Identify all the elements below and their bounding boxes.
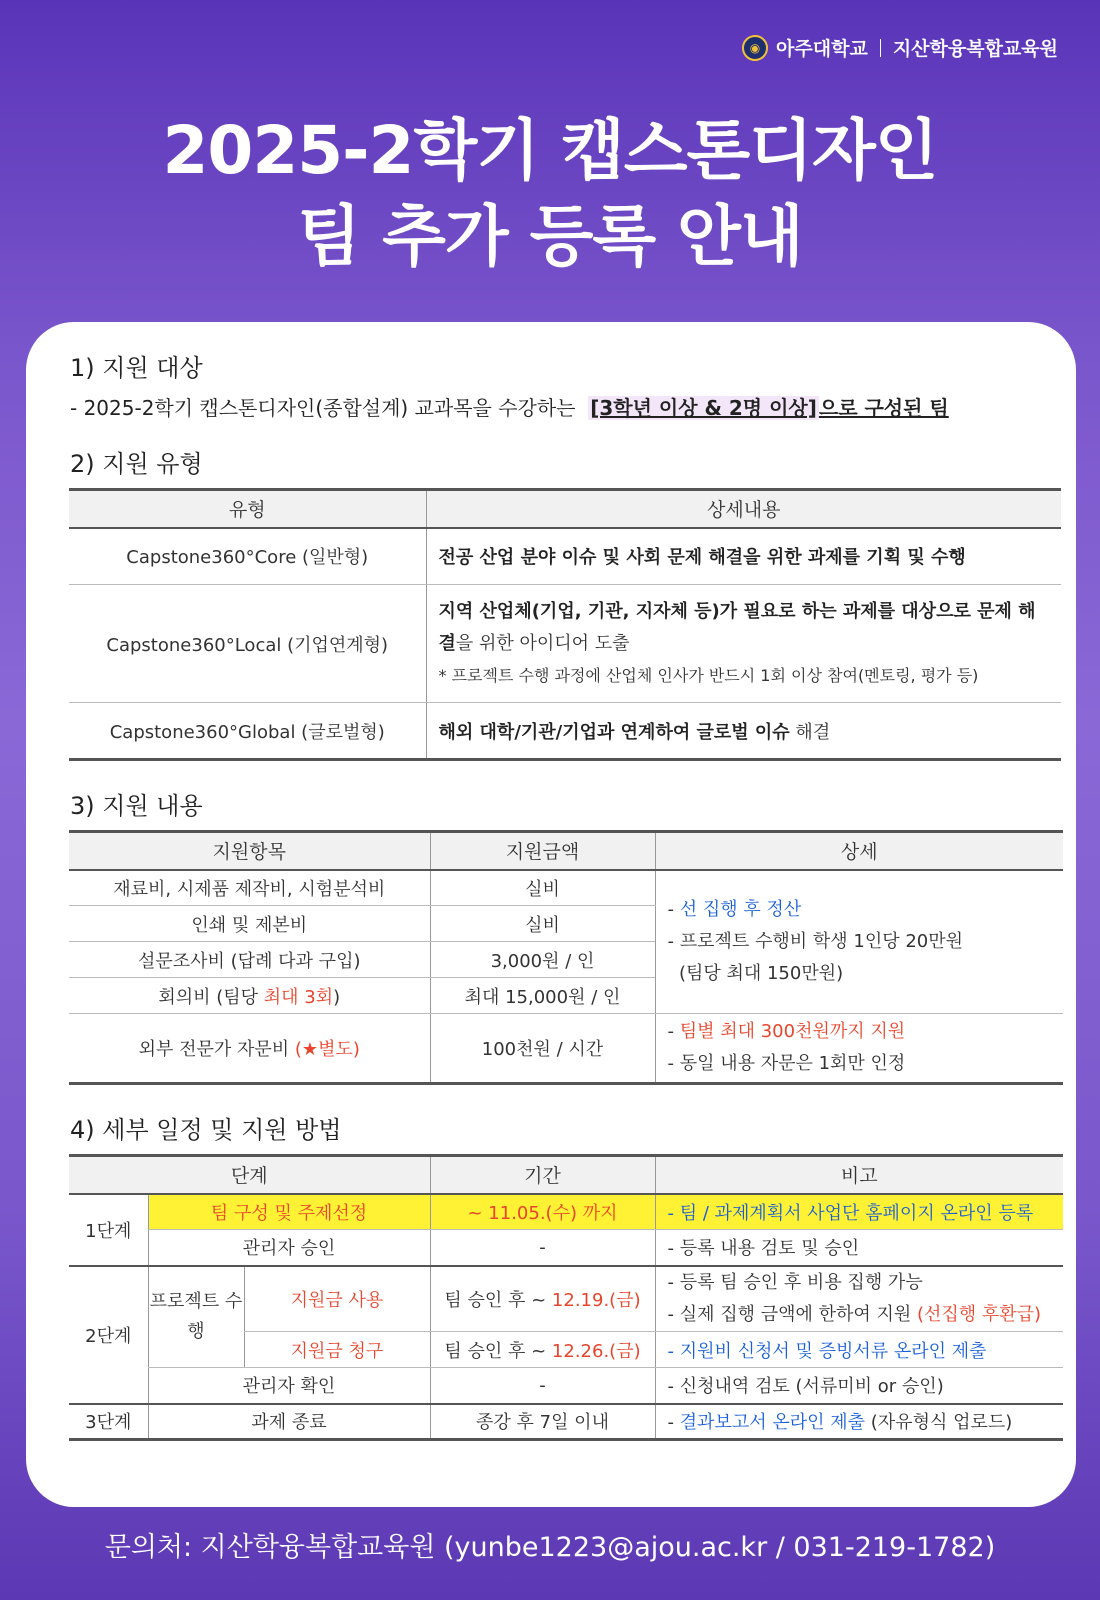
item-cell xyxy=(69,1014,430,1084)
period-prefix: 팀 승인 후 ~ xyxy=(444,1289,552,1311)
note-cell: - 등록 내용 검토 및 승인 xyxy=(655,1230,1063,1266)
detail-rest: 해결 xyxy=(789,721,831,743)
note-cell: - 지원비 신청서 및 증빙서류 온라인 제출 xyxy=(655,1332,1063,1368)
stage-cell: 3단계 xyxy=(69,1404,148,1440)
detail-prefix: - xyxy=(667,898,680,920)
amount-cell: 실비 xyxy=(430,870,655,906)
table-row xyxy=(69,703,1061,760)
table-row xyxy=(69,1404,1063,1440)
period-cell: - xyxy=(430,1368,655,1404)
detail-cell xyxy=(655,1014,1063,1084)
detail-cell xyxy=(426,703,1061,760)
step-cell: 지원금 사용 xyxy=(244,1266,430,1332)
column-header: 지원항목 xyxy=(69,832,430,870)
step-cell: 관리자 승인 xyxy=(148,1230,430,1266)
note-line: - 실제 집행 금액에 한하여 지원 xyxy=(667,1303,917,1325)
note-cell xyxy=(655,1404,1063,1440)
note-rest: (자유형식 업로드) xyxy=(865,1412,1013,1434)
column-header: 유형 xyxy=(69,490,426,528)
university-name: 아주대학교 xyxy=(776,38,868,60)
column-header: 상세내용 xyxy=(426,490,1061,528)
table-row xyxy=(69,1368,1063,1404)
note-blue: 결과보고서 온라인 제출 xyxy=(679,1412,866,1434)
section3-heading: 3) 지원 내용 xyxy=(70,792,203,820)
table-row xyxy=(69,1266,1063,1332)
item-red: (★별도) xyxy=(294,1039,360,1060)
item-end: ) xyxy=(333,986,341,1008)
detail-rest: 을 위한 아이디어 도출 xyxy=(455,632,630,654)
brand-divider xyxy=(880,39,881,57)
contact-footer: 문의처: 지산학융복합교육원 (yunbe1223@ajou.ac.kr / 031-219-1782) xyxy=(104,1532,996,1563)
detail-red: 팀별 최대 300천원까지 지원 xyxy=(679,1021,906,1042)
table-row xyxy=(69,528,1061,585)
content-card xyxy=(26,322,1076,1507)
period-date: 12.19.(금) xyxy=(551,1289,641,1311)
eligibility-suffix: 으로 구성된 팀 xyxy=(818,396,949,420)
column-header: 비고 xyxy=(655,1156,1063,1194)
eligibility-text: - 2025-2학기 캡스톤디자인(종합설계) 교과목을 수강하는 xyxy=(70,396,576,420)
detail-line: - 프로젝트 수행비 학생 1인당 20만원 xyxy=(667,930,964,952)
detail-cell: 전공 산업 분야 이슈 및 사회 문제 해결을 위한 과제를 기획 및 수행 xyxy=(426,528,1061,585)
amount-cell: 실비 xyxy=(430,906,655,942)
column-header: 지원금액 xyxy=(430,832,655,870)
type-cell: Capstone360°Core (일반형) xyxy=(69,528,426,585)
column-header: 단계 xyxy=(69,1156,430,1194)
period-cell xyxy=(430,1266,655,1332)
step-cell: 지원금 청구 xyxy=(244,1332,430,1368)
brand xyxy=(742,34,1058,61)
university-seal-icon: ◉ xyxy=(742,35,768,61)
note-prefix: - xyxy=(667,1412,680,1434)
institute-name: 지산학융복합교육원 xyxy=(892,38,1058,60)
support-content-table xyxy=(69,830,1063,1085)
detail-prefix: - xyxy=(667,1021,680,1042)
section2-heading: 2) 지원 유형 xyxy=(70,450,203,478)
amount-cell: 100천원 / 시간 xyxy=(430,1014,655,1084)
section1-heading: 1) 지원 대상 xyxy=(70,354,203,382)
note-cell: - 팀 / 과제계획서 사업단 홈페이지 온라인 등록 xyxy=(655,1194,1063,1230)
period-date: 12.26.(금) xyxy=(551,1340,641,1362)
type-cell: Capstone360°Global (글로벌형) xyxy=(69,703,426,760)
section4-heading: 4) 세부 일정 및 지원 방법 xyxy=(70,1116,342,1144)
step-cell: 팀 구성 및 주제선정 xyxy=(148,1194,430,1230)
item-cell: 재료비, 시제품 제작비, 시험분석비 xyxy=(69,870,430,906)
page-title xyxy=(0,108,1100,280)
item-text: 외부 전문가 자문비 xyxy=(138,1039,295,1060)
amount-cell: 3,000원 / 인 xyxy=(430,942,655,978)
item-cell: 설문조사비 (답례 다과 구입) xyxy=(69,942,430,978)
amount-cell: 최대 15,000원 / 인 xyxy=(430,978,655,1014)
table-row xyxy=(69,870,1063,906)
note-cell xyxy=(655,1266,1063,1332)
detail-cell xyxy=(426,585,1061,703)
period-cell: - xyxy=(430,1230,655,1266)
detail-bold: 해외 대학/기관/기업과 연계하여 글로벌 이슈 xyxy=(438,721,790,743)
item-red: 최대 3회 xyxy=(263,986,334,1008)
note-red: (선집행 후환급) xyxy=(916,1303,1042,1325)
support-type-table xyxy=(69,488,1061,761)
project-cell: 프로젝트 수행 xyxy=(148,1266,244,1368)
step-cell: 관리자 확인 xyxy=(148,1368,430,1404)
period-cell xyxy=(430,1332,655,1368)
step-cell: 과제 종료 xyxy=(148,1404,430,1440)
column-header: 상세 xyxy=(655,832,1063,870)
detail-line: (팀당 최대 150만원) xyxy=(678,962,844,984)
period-cell: ~ 11.05.(수) 까지 xyxy=(430,1194,655,1230)
detail-blue: 선 집행 후 정산 xyxy=(679,898,802,920)
table-row xyxy=(69,1194,1063,1230)
table-row xyxy=(69,585,1061,703)
eligibility-highlight: [3학년 이상 & 2명 이상] xyxy=(590,396,817,420)
item-cell xyxy=(69,978,430,1014)
schedule-table xyxy=(69,1154,1063,1441)
title-line-2: 팀 추가 등록 안내 xyxy=(297,198,803,275)
item-cell: 인쇄 및 제본비 xyxy=(69,906,430,942)
section1-text xyxy=(70,392,949,421)
detail-note: * 프로젝트 수행 과정에 산업체 인사가 반드시 1회 이상 참여(멘토링, 평가 등) xyxy=(438,665,979,685)
type-cell: Capstone360°Local (기업연계형) xyxy=(69,585,426,703)
column-header: 기간 xyxy=(430,1156,655,1194)
detail-cell xyxy=(655,870,1063,1014)
table-row xyxy=(69,1014,1063,1084)
stage-cell: 1단계 xyxy=(69,1194,148,1266)
stage-cell: 2단계 xyxy=(69,1266,148,1404)
title-line-1: 2025-2학기 캡스톤디자인 xyxy=(162,112,938,189)
period-prefix: 팀 승인 후 ~ xyxy=(444,1340,552,1362)
table-row xyxy=(69,1230,1063,1266)
period-cell: 종강 후 7일 이내 xyxy=(430,1404,655,1440)
detail-bold: 지역 산업체(기업, 기관, 지자체 등)가 필요로 하는 과제를 대상으로 문제 해결 xyxy=(438,600,1036,654)
note-cell: - 신청내역 검토 (서류미비 or 승인) xyxy=(655,1368,1063,1404)
item-text: 회의비 (팀당 xyxy=(158,986,264,1008)
note-line: - 등록 팀 승인 후 비용 집행 가능 xyxy=(667,1271,923,1293)
detail-line: - 동일 내용 자문은 1회만 인정 xyxy=(667,1053,906,1074)
